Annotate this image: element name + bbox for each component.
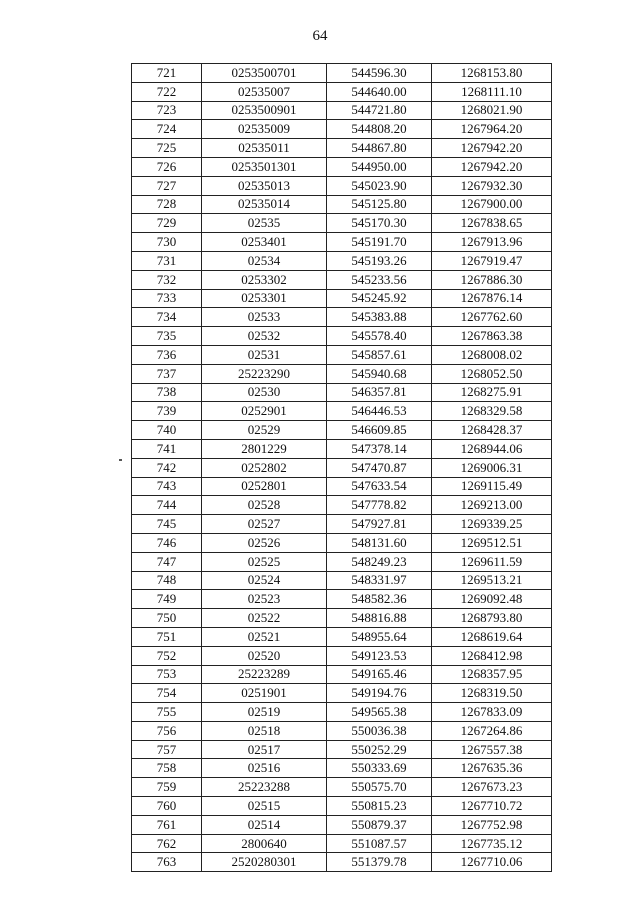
row-index-cell: 748 <box>132 571 202 590</box>
y-coordinate-cell: 1269339.25 <box>432 515 552 534</box>
y-coordinate-cell: 1267932.30 <box>432 176 552 195</box>
x-coordinate-cell: 544808.20 <box>327 120 432 139</box>
y-coordinate-cell: 1267710.72 <box>432 797 552 816</box>
row-index-cell: 744 <box>132 496 202 515</box>
row-index-cell: 756 <box>132 721 202 740</box>
code-cell: 0253302 <box>202 270 327 289</box>
table-row <box>132 345 552 364</box>
x-coordinate-cell: 544640.00 <box>327 82 432 101</box>
row-index-cell: 757 <box>132 740 202 759</box>
row-index-cell: 743 <box>132 477 202 496</box>
table-row <box>132 157 552 176</box>
table-row <box>132 759 552 778</box>
x-coordinate-cell: 544867.80 <box>327 139 432 158</box>
y-coordinate-cell: 1269092.48 <box>432 590 552 609</box>
x-coordinate-cell: 545383.88 <box>327 308 432 327</box>
x-coordinate-cell: 550333.69 <box>327 759 432 778</box>
table-row <box>132 834 552 853</box>
code-cell: 25223290 <box>202 364 327 383</box>
y-coordinate-cell: 1268357.95 <box>432 665 552 684</box>
x-coordinate-cell: 550036.38 <box>327 721 432 740</box>
x-coordinate-cell: 545245.92 <box>327 289 432 308</box>
table-row <box>132 721 552 740</box>
y-coordinate-cell: 1267919.47 <box>432 251 552 270</box>
table-row <box>132 496 552 515</box>
y-coordinate-cell: 1268052.50 <box>432 364 552 383</box>
code-cell: 02524 <box>202 571 327 590</box>
code-cell: 02529 <box>202 421 327 440</box>
y-coordinate-cell: 1267876.14 <box>432 289 552 308</box>
x-coordinate-cell: 545857.61 <box>327 345 432 364</box>
table-row <box>132 364 552 383</box>
row-index-cell: 730 <box>132 233 202 252</box>
code-cell: 25223289 <box>202 665 327 684</box>
table-row <box>132 797 552 816</box>
row-index-cell: 731 <box>132 251 202 270</box>
row-index-cell: 725 <box>132 139 202 158</box>
y-coordinate-cell: 1267752.98 <box>432 815 552 834</box>
table-body <box>132 64 552 872</box>
x-coordinate-cell: 547378.14 <box>327 439 432 458</box>
code-cell: 02535 <box>202 214 327 233</box>
y-coordinate-cell: 1267710.06 <box>432 853 552 872</box>
code-cell: 02516 <box>202 759 327 778</box>
y-coordinate-cell: 1269611.59 <box>432 552 552 571</box>
y-coordinate-cell: 1269006.31 <box>432 458 552 477</box>
row-index-cell: 737 <box>132 364 202 383</box>
y-coordinate-cell: 1267886.30 <box>432 270 552 289</box>
row-index-cell: 745 <box>132 515 202 534</box>
x-coordinate-cell: 549165.46 <box>327 665 432 684</box>
row-index-cell: 729 <box>132 214 202 233</box>
y-coordinate-cell: 1267762.60 <box>432 308 552 327</box>
stray-mark <box>119 459 122 461</box>
code-cell: 0253501301 <box>202 157 327 176</box>
table-row <box>132 740 552 759</box>
code-cell: 02523 <box>202 590 327 609</box>
y-coordinate-cell: 1268319.50 <box>432 684 552 703</box>
row-index-cell: 750 <box>132 609 202 628</box>
x-coordinate-cell: 545940.68 <box>327 364 432 383</box>
row-index-cell: 733 <box>132 289 202 308</box>
code-cell: 0253301 <box>202 289 327 308</box>
y-coordinate-cell: 1269213.00 <box>432 496 552 515</box>
x-coordinate-cell: 548249.23 <box>327 552 432 571</box>
y-coordinate-cell: 1268619.64 <box>432 627 552 646</box>
coordinates-table <box>131 63 552 872</box>
row-index-cell: 728 <box>132 195 202 214</box>
code-cell: 02535013 <box>202 176 327 195</box>
row-index-cell: 735 <box>132 327 202 346</box>
x-coordinate-cell: 547778.82 <box>327 496 432 515</box>
row-index-cell: 738 <box>132 383 202 402</box>
y-coordinate-cell: 1267833.09 <box>432 703 552 722</box>
x-coordinate-cell: 547470.87 <box>327 458 432 477</box>
table-row <box>132 815 552 834</box>
x-coordinate-cell: 549194.76 <box>327 684 432 703</box>
y-coordinate-cell: 1267635.36 <box>432 759 552 778</box>
row-index-cell: 753 <box>132 665 202 684</box>
code-cell: 02526 <box>202 533 327 552</box>
row-index-cell: 763 <box>132 853 202 872</box>
table-row <box>132 251 552 270</box>
code-cell: 02535014 <box>202 195 327 214</box>
code-cell: 02527 <box>202 515 327 534</box>
row-index-cell: 747 <box>132 552 202 571</box>
code-cell: 02531 <box>202 345 327 364</box>
code-cell: 2801229 <box>202 439 327 458</box>
x-coordinate-cell: 545170.30 <box>327 214 432 233</box>
table-row <box>132 458 552 477</box>
code-cell: 02517 <box>202 740 327 759</box>
x-coordinate-cell: 545193.26 <box>327 251 432 270</box>
code-cell: 02532 <box>202 327 327 346</box>
row-index-cell: 740 <box>132 421 202 440</box>
y-coordinate-cell: 1268111.10 <box>432 82 552 101</box>
x-coordinate-cell: 548331.97 <box>327 571 432 590</box>
y-coordinate-cell: 1268412.98 <box>432 646 552 665</box>
row-index-cell: 727 <box>132 176 202 195</box>
y-coordinate-cell: 1267863.38 <box>432 327 552 346</box>
row-index-cell: 721 <box>132 64 202 83</box>
x-coordinate-cell: 549123.53 <box>327 646 432 665</box>
code-cell: 02522 <box>202 609 327 628</box>
y-coordinate-cell: 1269115.49 <box>432 477 552 496</box>
x-coordinate-cell: 548816.88 <box>327 609 432 628</box>
row-index-cell: 722 <box>132 82 202 101</box>
y-coordinate-cell: 1267964.20 <box>432 120 552 139</box>
x-coordinate-cell: 545191.70 <box>327 233 432 252</box>
row-index-cell: 761 <box>132 815 202 834</box>
x-coordinate-cell: 550815.23 <box>327 797 432 816</box>
code-cell: 02533 <box>202 308 327 327</box>
y-coordinate-cell: 1267735.12 <box>432 834 552 853</box>
x-coordinate-cell: 548582.36 <box>327 590 432 609</box>
row-index-cell: 739 <box>132 402 202 421</box>
table-row <box>132 195 552 214</box>
x-coordinate-cell: 545125.80 <box>327 195 432 214</box>
row-index-cell: 736 <box>132 345 202 364</box>
table-row <box>132 684 552 703</box>
table-row <box>132 533 552 552</box>
code-cell: 0252801 <box>202 477 327 496</box>
code-cell: 02519 <box>202 703 327 722</box>
table-row <box>132 571 552 590</box>
table-row <box>132 383 552 402</box>
code-cell: 0251901 <box>202 684 327 703</box>
code-cell: 2520280301 <box>202 853 327 872</box>
table-row <box>132 120 552 139</box>
row-index-cell: 752 <box>132 646 202 665</box>
y-coordinate-cell: 1267557.38 <box>432 740 552 759</box>
code-cell: 02530 <box>202 383 327 402</box>
table-row <box>132 308 552 327</box>
table-row <box>132 609 552 628</box>
x-coordinate-cell: 551379.78 <box>327 853 432 872</box>
row-index-cell: 723 <box>132 101 202 120</box>
x-coordinate-cell: 548955.64 <box>327 627 432 646</box>
y-coordinate-cell: 1268428.37 <box>432 421 552 440</box>
y-coordinate-cell: 1269513.21 <box>432 571 552 590</box>
table-row <box>132 233 552 252</box>
table-row <box>132 590 552 609</box>
table-row <box>132 82 552 101</box>
table-row <box>132 703 552 722</box>
row-index-cell: 758 <box>132 759 202 778</box>
code-cell: 02535009 <box>202 120 327 139</box>
row-index-cell: 746 <box>132 533 202 552</box>
code-cell: 02521 <box>202 627 327 646</box>
y-coordinate-cell: 1269512.51 <box>432 533 552 552</box>
y-coordinate-cell: 1268021.90 <box>432 101 552 120</box>
row-index-cell: 751 <box>132 627 202 646</box>
page-number: 64 <box>312 28 328 44</box>
x-coordinate-cell: 550252.29 <box>327 740 432 759</box>
x-coordinate-cell: 549565.38 <box>327 703 432 722</box>
row-index-cell: 742 <box>132 458 202 477</box>
y-coordinate-cell: 1267264.86 <box>432 721 552 740</box>
row-index-cell: 759 <box>132 778 202 797</box>
row-index-cell: 760 <box>132 797 202 816</box>
y-coordinate-cell: 1267913.96 <box>432 233 552 252</box>
table-row <box>132 646 552 665</box>
table-row <box>132 402 552 421</box>
y-coordinate-cell: 1268793.80 <box>432 609 552 628</box>
y-coordinate-cell: 1268153.80 <box>432 64 552 83</box>
x-coordinate-cell: 544721.80 <box>327 101 432 120</box>
code-cell: 0253500901 <box>202 101 327 120</box>
x-coordinate-cell: 545578.40 <box>327 327 432 346</box>
row-index-cell: 762 <box>132 834 202 853</box>
row-index-cell: 755 <box>132 703 202 722</box>
code-cell: 02525 <box>202 552 327 571</box>
y-coordinate-cell: 1267942.20 <box>432 157 552 176</box>
code-cell: 02535011 <box>202 139 327 158</box>
table-row <box>132 421 552 440</box>
y-coordinate-cell: 1267942.20 <box>432 139 552 158</box>
x-coordinate-cell: 546446.53 <box>327 402 432 421</box>
table-row <box>132 289 552 308</box>
x-coordinate-cell: 547633.54 <box>327 477 432 496</box>
x-coordinate-cell: 545023.90 <box>327 176 432 195</box>
code-cell: 2800640 <box>202 834 327 853</box>
y-coordinate-cell: 1268275.91 <box>432 383 552 402</box>
y-coordinate-cell: 1268329.58 <box>432 402 552 421</box>
table-row <box>132 665 552 684</box>
row-index-cell: 724 <box>132 120 202 139</box>
code-cell: 0252802 <box>202 458 327 477</box>
row-index-cell: 726 <box>132 157 202 176</box>
x-coordinate-cell: 551087.57 <box>327 834 432 853</box>
row-index-cell: 754 <box>132 684 202 703</box>
x-coordinate-cell: 545233.56 <box>327 270 432 289</box>
table-row <box>132 439 552 458</box>
x-coordinate-cell: 548131.60 <box>327 533 432 552</box>
y-coordinate-cell: 1267838.65 <box>432 214 552 233</box>
row-index-cell: 741 <box>132 439 202 458</box>
row-index-cell: 749 <box>132 590 202 609</box>
code-cell: 02515 <box>202 797 327 816</box>
code-cell: 0253500701 <box>202 64 327 83</box>
x-coordinate-cell: 550575.70 <box>327 778 432 797</box>
table-row <box>132 477 552 496</box>
table-row <box>132 853 552 872</box>
x-coordinate-cell: 546357.81 <box>327 383 432 402</box>
table-row <box>132 139 552 158</box>
y-coordinate-cell: 1268944.06 <box>432 439 552 458</box>
code-cell: 02520 <box>202 646 327 665</box>
table-row <box>132 101 552 120</box>
x-coordinate-cell: 544950.00 <box>327 157 432 176</box>
code-cell: 25223288 <box>202 778 327 797</box>
table-row <box>132 270 552 289</box>
table-row <box>132 176 552 195</box>
x-coordinate-cell: 546609.85 <box>327 421 432 440</box>
code-cell: 02534 <box>202 251 327 270</box>
code-cell: 02535007 <box>202 82 327 101</box>
table-row <box>132 552 552 571</box>
row-index-cell: 732 <box>132 270 202 289</box>
row-index-cell: 734 <box>132 308 202 327</box>
y-coordinate-cell: 1268008.02 <box>432 345 552 364</box>
x-coordinate-cell: 550879.37 <box>327 815 432 834</box>
table-row <box>132 214 552 233</box>
code-cell: 02514 <box>202 815 327 834</box>
code-cell: 02518 <box>202 721 327 740</box>
table-row <box>132 64 552 83</box>
y-coordinate-cell: 1267900.00 <box>432 195 552 214</box>
table-row <box>132 327 552 346</box>
code-cell: 0253401 <box>202 233 327 252</box>
code-cell: 0252901 <box>202 402 327 421</box>
table-row <box>132 627 552 646</box>
x-coordinate-cell: 547927.81 <box>327 515 432 534</box>
y-coordinate-cell: 1267673.23 <box>432 778 552 797</box>
x-coordinate-cell: 544596.30 <box>327 64 432 83</box>
code-cell: 02528 <box>202 496 327 515</box>
table-row <box>132 778 552 797</box>
table-row <box>132 515 552 534</box>
